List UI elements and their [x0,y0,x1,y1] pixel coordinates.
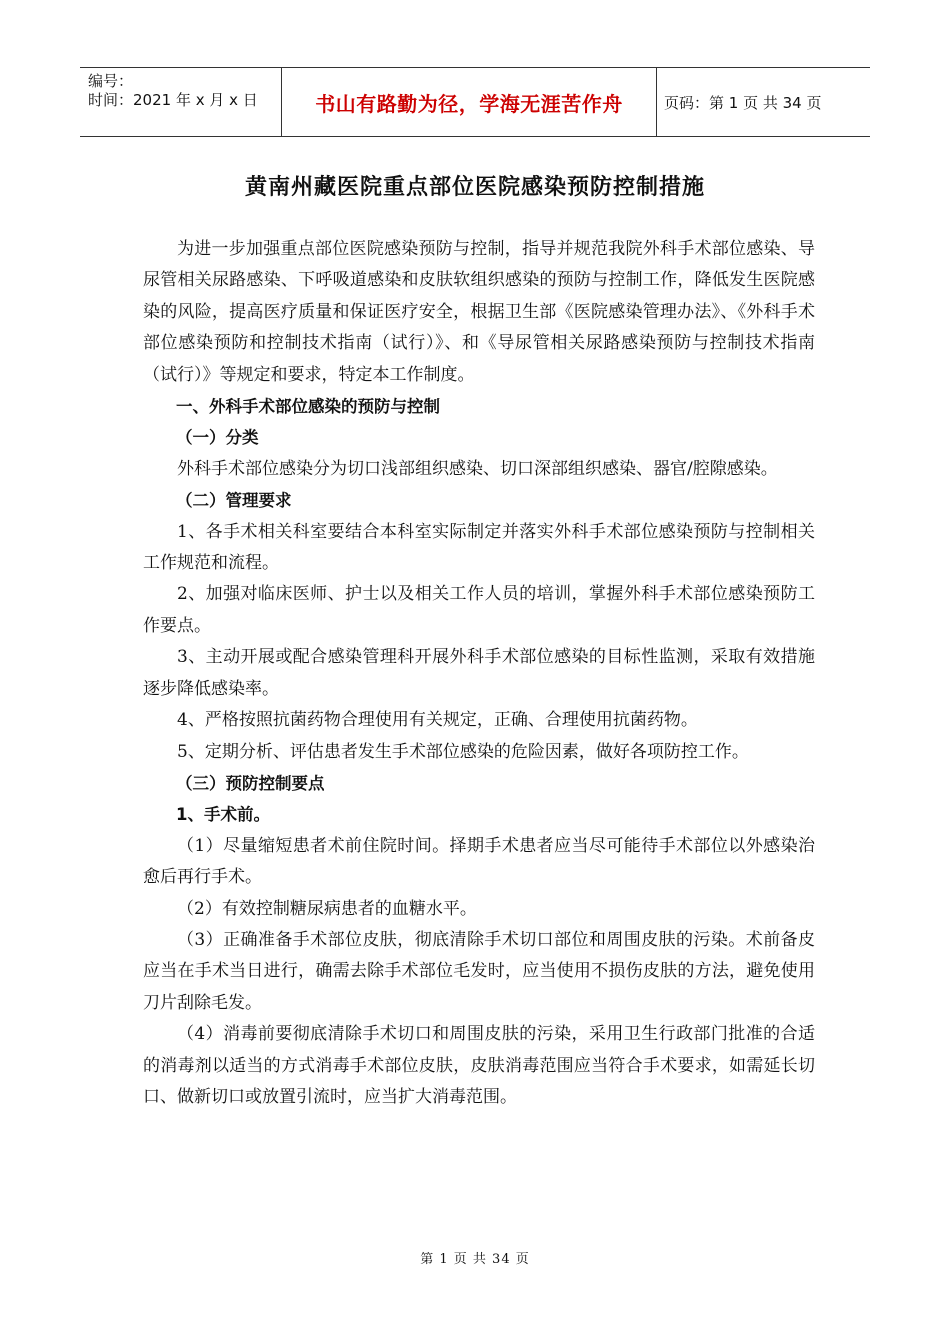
header-meta [80,68,282,136]
list-item: （3）正确准备手术部位皮肤，彻底清除手术切口部位和周围皮肤的污染。术前备皮应当在手术当日进行，确需去除手术部位毛发时，应当使用不损伤皮肤的方法，避免使用刀片刮除毛发。 [143,929,815,1013]
list-item: 4、严格按照抗菌药物合理使用有关规定，正确、合理使用抗菌药物。 [177,710,698,731]
list-item: 3、主动开展或配合感染管理科开展外科手术部位感染的目标性监测，采取有效措施逐步降低感染率。 [143,647,815,699]
subsection-heading: （二）管理要求 [176,491,292,511]
header-page-info-cell [657,68,870,136]
header-motto-cell [282,68,657,136]
intro-paragraph: 为进一步加强重点部位医院感染预防与控制，指导并规范我院外科手术部位感染、导尿管相关尿路感染、下呼吸道感染和皮肤软组织感染的预防与控制工作，降低发生医院感染的风险，提高医疗质量和保证医疗安全，根据卫生部《医院感染管理办法》、《外科手术部位感染预防和控制技术指南（试行）》、和《导尿管相关尿路感染预防与控制技术指南（试行）》等规定和要求，特定本工作制度。 [143,239,815,385]
list-item: （4）消毒前要彻底清除手术切口和周围皮肤的污染，采用卫生行政部门批准的合适的消毒剂以适当的方式消毒手术部位皮肤，皮肤消毒范围应当符合手术要求，如需延长切口、做新切口或放置引流时，应当扩大消毒范围。 [143,1024,815,1107]
step-heading: 1、手术前。 [176,805,270,825]
page-footer: 第 1 页 共 34 页 [420,1252,530,1267]
list-item: （1）尽量缩短患者术前住院时间。择期手术患者应当尽可能待手术部位以外感染治愈后再行手术。 [143,835,815,888]
list-item: 2、加强对临床医师、护士以及相关工作人员的培训，掌握外科手术部位感染预防工作要点。 [143,584,815,636]
document-date-label: 时间：2021 年 x 月 x 日 [88,91,258,109]
list-item: （2）有效控制糖尿病患者的血糖水平。 [177,898,477,919]
document-number-label: 编号： [88,72,134,90]
document-title: 黄南州藏医院重点部位医院感染预防控制措施 [244,175,705,200]
body-paragraph: 外科手术部位感染分为切口浅部组织感染、切口深部组织感染、器官/腔隙感染。 [177,458,778,479]
subsection-heading: （三）预防控制要点 [176,773,325,793]
list-item: 5、定期分析、评估患者发生手术部位感染的危险因素，做好各项防控工作。 [177,741,749,762]
list-item: 1、各手术相关科室要结合本科室实际制定并落实外科手术部位感染预防与控制相关工作规范和流程。 [143,521,815,574]
document-body [143,234,815,1113]
section-heading: 一、外科手术部位感染的预防与控制 [176,397,440,417]
page-header [80,67,870,137]
header-motto: 书山有路勤为径，学海无涯苦作舟 [315,91,623,116]
header-page-info: 页码：第 1 页 共 34 页 [664,93,822,112]
subsection-heading: （一）分类 [176,428,259,448]
